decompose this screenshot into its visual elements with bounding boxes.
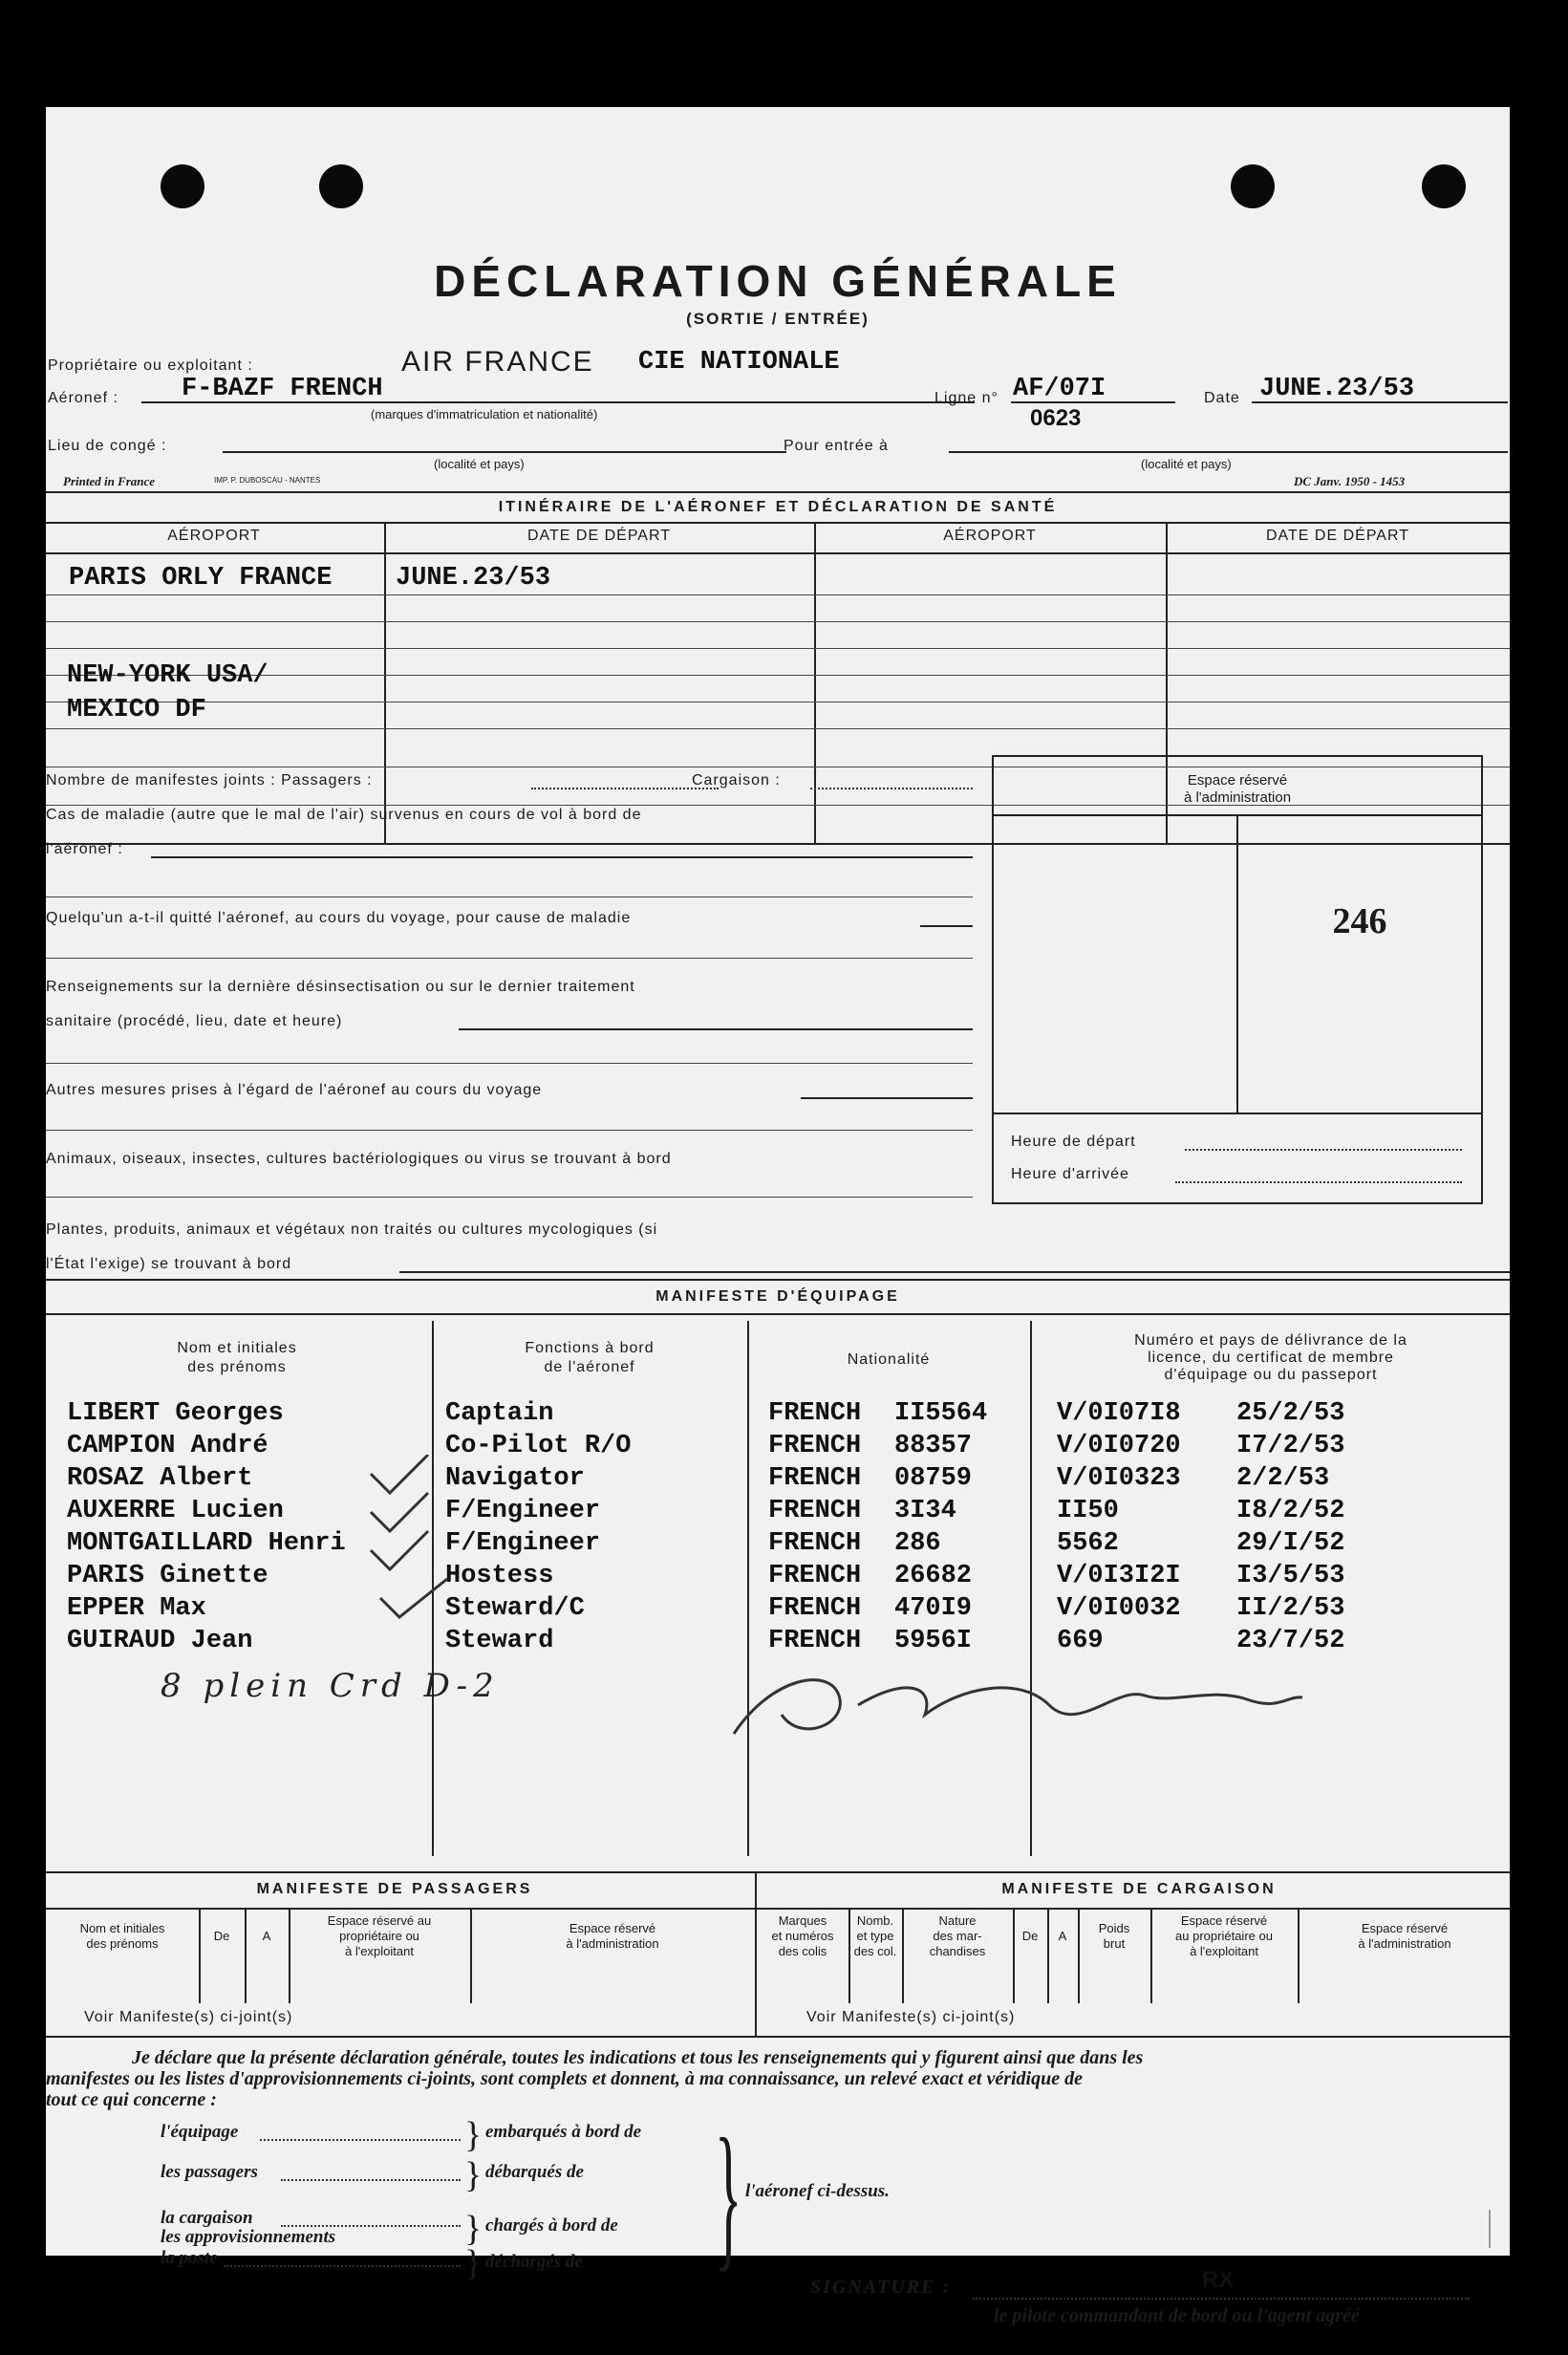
cargo-col-owner-3: à l'exploitant bbox=[1190, 1944, 1258, 1958]
decl-unloaded: déchargés de bbox=[485, 2252, 583, 2272]
crew-nationality: FRENCH bbox=[768, 1432, 862, 1460]
depart-note: (localité et pays) bbox=[434, 457, 525, 471]
crew-nationality: FRENCH bbox=[768, 1464, 862, 1493]
decl-provisions: les approvisionnements bbox=[161, 2227, 336, 2247]
declaration-line-2: manifestes ou les listes d'approvisionnements ci-joints, sont complets et donnent, à ma connaissance, un relevé exact et véridique de bbox=[46, 2068, 1083, 2089]
crew-name: AUXERRE Lucien bbox=[67, 1497, 284, 1525]
cargo-col-to: A bbox=[1058, 1929, 1067, 1943]
crew-function: Steward/C bbox=[445, 1594, 585, 1623]
crew-nationality: FRENCH bbox=[768, 1497, 862, 1525]
brace-big: } bbox=[715, 2106, 742, 2285]
health-q6b: l'État l'exige) se trouvant à bord bbox=[46, 1256, 292, 1272]
form-ref: DC Janv. 1950 - 1453 bbox=[1294, 474, 1406, 488]
cargo-col-weight-1: Poids bbox=[1098, 1921, 1130, 1935]
admin-box-title-1: Espace réservé bbox=[1187, 772, 1288, 789]
cargo-col-from: De bbox=[1021, 1929, 1039, 1943]
passengers-heading: MANIFESTE DE PASSAGERS bbox=[256, 1881, 533, 1897]
crew-licence-date: II/2/53 bbox=[1236, 1594, 1345, 1623]
crew-nationality: FRENCH bbox=[768, 1529, 862, 1558]
crew-function: F/Engineer bbox=[445, 1497, 601, 1525]
health-q1a: Cas de maladie (autre que le mal de l'air) survenus en cours de vol à bord de bbox=[46, 807, 642, 823]
pax-col-name-1: Nom et initiales bbox=[79, 1921, 165, 1935]
declaration-line-1: Je déclare que la présente déclaration générale, toutes les indications et tous les renseignements qui y figurent ainsi que dans les bbox=[132, 2047, 1144, 2068]
brace-left: } bbox=[464, 2115, 483, 2155]
depart-label: Lieu de congé : bbox=[48, 438, 167, 454]
form-title: DÉCLARATION GÉNÉRALE bbox=[434, 256, 1122, 306]
crew-col-licence-3: d'équipage ou du passeport bbox=[1164, 1367, 1378, 1383]
crew-col-func-2: de l'aéronef bbox=[544, 1359, 635, 1375]
cargo-col-marks-1: Marques bbox=[778, 1913, 827, 1928]
crew-name: MONTGAILLARD Henri bbox=[67, 1529, 346, 1558]
crew-function: Steward bbox=[445, 1627, 554, 1655]
crew-nationality: FRENCH bbox=[768, 1627, 862, 1655]
col-date-2: DATE DE DÉPART bbox=[1265, 528, 1410, 544]
pax-col-name-2: des prénoms bbox=[86, 1936, 159, 1951]
cargo-col-nature-3: chandises bbox=[929, 1944, 986, 1958]
crew-function: Hostess bbox=[445, 1562, 554, 1590]
punch-hole bbox=[1422, 164, 1466, 208]
crew-licence-date: 23/7/52 bbox=[1236, 1627, 1345, 1655]
crew-licence: V/0I07I8 bbox=[1057, 1399, 1181, 1428]
cargo-heading: MANIFESTE DE CARGAISON bbox=[1001, 1881, 1277, 1897]
brace-left: } bbox=[464, 2209, 483, 2249]
crew-licence: V/0I0323 bbox=[1057, 1464, 1181, 1493]
cargo-col-count-2: et type bbox=[856, 1929, 894, 1943]
ligne-label: Ligne n° bbox=[934, 390, 999, 406]
crew-col-name-2: des prénoms bbox=[187, 1359, 287, 1375]
crew-col-licence-1: Numéro et pays de délivrance de la bbox=[1134, 1332, 1407, 1349]
itinerary-airport-2: NEW-YORK USA/ bbox=[67, 661, 268, 690]
crew-licence-date: I7/2/53 bbox=[1236, 1432, 1345, 1460]
date-label: Date bbox=[1204, 390, 1240, 406]
itinerary-heading: ITINÉRAIRE DE L'AÉRONEF ET DÉCLARATION DE SANTÉ bbox=[498, 499, 1058, 515]
check-marks bbox=[361, 1455, 466, 1646]
crew-number: 3I34 bbox=[894, 1497, 956, 1525]
crew-number: 470I9 bbox=[894, 1594, 973, 1623]
crew-name: ROSAZ Albert bbox=[67, 1464, 253, 1493]
crew-number: II5564 bbox=[894, 1399, 988, 1428]
handwritten-signature bbox=[715, 1657, 1307, 1753]
itinerary-airport-3: MEXICO DF bbox=[67, 696, 206, 724]
crew-number: 26682 bbox=[894, 1562, 973, 1590]
pax-see-manifest: Voir Manifeste(s) ci-joint(s) bbox=[84, 2009, 293, 2025]
admin-box bbox=[992, 755, 1483, 1204]
decl-mail: la poste bbox=[161, 2248, 218, 2268]
col-airport: AÉROPORT bbox=[167, 528, 261, 544]
crew-licence: II50 bbox=[1057, 1497, 1119, 1525]
crew-heading: MANIFESTE D'ÉQUIPAGE bbox=[655, 1288, 900, 1305]
cargo-col-owner-2: au propriétaire ou bbox=[1175, 1929, 1273, 1943]
crew-licence-date: I3/5/53 bbox=[1236, 1562, 1345, 1590]
crew-col-licence-2: licence, du certificat de membre bbox=[1148, 1350, 1394, 1366]
health-q3a: Renseignements sur la dernière désinsectisation ou sur le dernier traitement bbox=[46, 979, 635, 995]
crew-name: CAMPION André bbox=[67, 1432, 268, 1460]
cargo-col-count-3: des col. bbox=[853, 1944, 897, 1958]
printed-in: Printed in France bbox=[63, 474, 156, 488]
health-q6a: Plantes, produits, animaux et végétaux non traités ou cultures mycologiques (si bbox=[46, 1221, 658, 1238]
crew-number: 286 bbox=[894, 1529, 941, 1558]
col-date: DATE DE DÉPART bbox=[526, 528, 672, 544]
cargo-col-admin-1: Espace réservé bbox=[1361, 1921, 1449, 1935]
crew-name: LIBERT Georges bbox=[67, 1399, 284, 1428]
declaration-line-3: tout ce qui concerne : bbox=[46, 2089, 217, 2110]
cargo-col-weight-2: brut bbox=[1103, 1936, 1126, 1951]
pax-col-admin-1: Espace réservé bbox=[569, 1921, 656, 1935]
form-subtitle: (SORTIE / ENTRÉE) bbox=[686, 310, 870, 328]
entry-label: Pour entrée à bbox=[784, 438, 889, 454]
signature-value: RX bbox=[1202, 2267, 1235, 2293]
ligne-extra: 0623 bbox=[1030, 405, 1082, 431]
marks-note: (marques d'immatriculation et nationalité) bbox=[371, 407, 598, 421]
health-q2: Quelqu'un a-t-il quitté l'aéronef, au cours du voyage, pour cause de maladie bbox=[46, 910, 632, 926]
crew-number: 88357 bbox=[894, 1432, 973, 1460]
health-q5: Animaux, oiseaux, insectes, cultures bactériologiques ou virus se trouvant à bord bbox=[46, 1151, 672, 1167]
crew-licence-date: 25/2/53 bbox=[1236, 1399, 1345, 1428]
pax-col-to: A bbox=[262, 1929, 271, 1943]
entry-note: (localité et pays) bbox=[1141, 457, 1232, 471]
crew-function: Co-Pilot R/O bbox=[445, 1432, 632, 1460]
decl-disembarked: débarqués de bbox=[485, 2162, 584, 2182]
crew-nationality: FRENCH bbox=[768, 1594, 862, 1623]
admin-box-title-2: à l'administration bbox=[1183, 789, 1292, 806]
cargo-see-manifest: Voir Manifeste(s) ci-joint(s) bbox=[806, 2009, 1016, 2025]
brace-left: } bbox=[464, 2243, 483, 2283]
pax-col-owner-2: propriétaire ou bbox=[339, 1929, 419, 1943]
admin-number: 246 bbox=[1332, 901, 1387, 941]
owner-label: Propriétaire ou exploitant : bbox=[48, 357, 253, 374]
aircraft-value: F-BAZF FRENCH bbox=[182, 375, 383, 403]
decl-embarked: embarqués à bord de bbox=[485, 2122, 642, 2142]
decl-cargo: la cargaison bbox=[161, 2208, 253, 2228]
crew-nationality: FRENCH bbox=[768, 1562, 862, 1590]
cargo-col-admin-2: à l'administration bbox=[1358, 1936, 1451, 1951]
crew-number: 08759 bbox=[894, 1464, 973, 1493]
pax-col-from: De bbox=[213, 1929, 230, 1943]
departure-time-label: Heure de départ bbox=[1011, 1134, 1136, 1150]
health-q1b: l'aéronef : bbox=[46, 841, 123, 857]
cargo-col-count-1: Nomb. bbox=[856, 1913, 894, 1928]
cargo-col-owner-1: Espace réservé bbox=[1180, 1913, 1268, 1928]
health-q4: Autres mesures prises à l'égard de l'aéronef au cours du voyage bbox=[46, 1082, 543, 1098]
crew-licence: 669 bbox=[1057, 1627, 1104, 1655]
date-value: JUNE.23/53 bbox=[1259, 375, 1415, 403]
crew-name: GUIRAUD Jean bbox=[67, 1627, 253, 1655]
crew-function: F/Engineer bbox=[445, 1529, 601, 1558]
owner-value-2: CIE NATIONALE bbox=[638, 348, 840, 377]
page-fold bbox=[1489, 2210, 1491, 2248]
crew-col-name-1: Nom et initiales bbox=[177, 1340, 297, 1356]
signature-label: SIGNATURE : bbox=[810, 2277, 952, 2298]
crew-name: PARIS Ginette bbox=[67, 1562, 268, 1590]
ligne-value: AF/07I bbox=[1013, 375, 1106, 403]
cargo-col-nature-1: Nature bbox=[938, 1913, 977, 1928]
cargo-col-marks-2: et numéros bbox=[771, 1929, 834, 1943]
arrival-time-label: Heure d'arrivée bbox=[1011, 1166, 1129, 1182]
itinerary-date-1: JUNE.23/53 bbox=[396, 564, 551, 593]
crew-licence: V/0I3I2I bbox=[1057, 1562, 1181, 1590]
brace-left: } bbox=[464, 2155, 483, 2195]
decl-passengers: les passagers bbox=[161, 2162, 258, 2182]
aircraft-label: Aéronef : bbox=[48, 390, 118, 406]
punch-hole bbox=[161, 164, 204, 208]
owner-value: AIR FRANCE bbox=[401, 346, 594, 378]
crew-name: EPPER Max bbox=[67, 1594, 206, 1623]
cargo-label: Cargaison : bbox=[692, 772, 781, 789]
health-q3b: sanitaire (procédé, lieu, date et heure) bbox=[46, 1013, 343, 1029]
cargo-col-nature-2: des mar- bbox=[933, 1929, 982, 1943]
punch-hole bbox=[1231, 164, 1275, 208]
itinerary-airport-1: PARIS ORLY FRANCE bbox=[69, 564, 333, 593]
manifests-label: Nombre de manifestes joints : Passagers : bbox=[46, 772, 373, 789]
decl-loaded: chargés à bord de bbox=[485, 2215, 618, 2236]
crew-licence-date: I8/2/52 bbox=[1236, 1497, 1345, 1525]
decl-crew: l'équipage bbox=[161, 2122, 239, 2142]
crew-col-func-1: Fonctions à bord bbox=[525, 1340, 655, 1356]
crew-licence-date: 29/I/52 bbox=[1236, 1529, 1345, 1558]
printer: IMP. P. DUBOSCAU - NANTES bbox=[214, 476, 321, 485]
crew-licence: 5562 bbox=[1057, 1529, 1119, 1558]
signature-caption: le pilote commandant de bord ou l'agent agréé bbox=[994, 2305, 1360, 2326]
crew-number: 5956I bbox=[894, 1627, 973, 1655]
pax-col-owner-1: Espace réservé au bbox=[327, 1913, 432, 1928]
crew-col-nationality: Nationalité bbox=[847, 1351, 931, 1368]
punch-hole bbox=[319, 164, 363, 208]
crew-licence: V/0I0032 bbox=[1057, 1594, 1181, 1623]
pax-col-admin-2: à l'administration bbox=[566, 1936, 659, 1951]
form-sheet bbox=[46, 107, 1510, 2326]
crew-function: Navigator bbox=[445, 1464, 585, 1493]
decl-aircraft: l'aéronef ci-dessus. bbox=[745, 2181, 890, 2201]
col-airport-2: AÉROPORT bbox=[943, 528, 1037, 544]
crew-function: Captain bbox=[445, 1399, 554, 1428]
cargo-col-marks-3: des colis bbox=[778, 1944, 827, 1958]
crew-licence-date: 2/2/53 bbox=[1236, 1464, 1330, 1493]
handwritten-note: 8 plein Crd D-2 bbox=[161, 1667, 500, 1705]
pax-col-owner-3: à l'exploitant bbox=[345, 1944, 414, 1958]
crew-nationality: FRENCH bbox=[768, 1399, 862, 1428]
crew-licence: V/0I0720 bbox=[1057, 1432, 1181, 1460]
